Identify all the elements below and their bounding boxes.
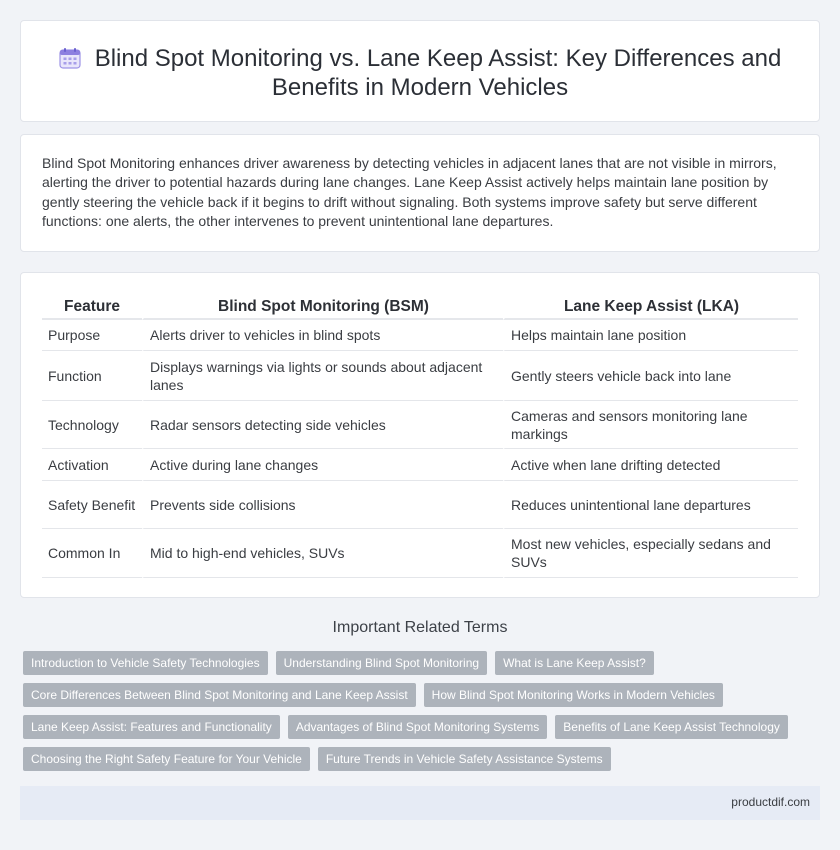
table-row — [42, 351, 798, 401]
calendar-icon — [59, 47, 81, 69]
related-terms-list — [23, 651, 803, 771]
table-header-row — [42, 293, 798, 320]
row-feature: Function — [42, 351, 142, 401]
comparison-card — [20, 272, 820, 598]
related-terms-title: Important Related Terms — [332, 619, 508, 636]
related-term-tag[interactable]: Understanding Blind Spot Monitoring — [276, 651, 487, 675]
related-term-tag[interactable]: Core Differences Between Blind Spot Monitoring and Lane Keep Assist — [23, 683, 416, 707]
row-bsm: Radar sensors detecting side vehicles — [142, 401, 503, 449]
row-bsm: Displays warnings via lights or sounds about adjacent lanes — [142, 351, 503, 401]
table-row — [42, 401, 798, 449]
row-bsm: Mid to high-end vehicles, SUVs — [142, 529, 503, 578]
footer — [20, 786, 820, 820]
table-row — [42, 529, 798, 578]
summary-card — [20, 134, 820, 252]
row-lka: Helps maintain lane position — [503, 320, 798, 351]
table-row — [42, 481, 798, 529]
row-feature: Activation — [42, 449, 142, 481]
footer-site-link[interactable]: productdif.com — [731, 795, 810, 809]
header-lka: Lane Keep Assist (LKA) — [503, 293, 798, 320]
summary-text: Blind Spot Monitoring enhances driver awareness by detecting vehicles in adjacent lanes that are not visible in mirrors, alerting the driver to potential hazards during lane changes. Lane Keep Assist actively helps maintain lane position by gently steering the vehicle back if it begins to drift without signaling. Both systems improve safety but serve different functions: one alerts, the other intervenes to prevent unintentional lane departures. — [42, 155, 777, 229]
related-term-tag[interactable]: Benefits of Lane Keep Assist Technology — [555, 715, 788, 739]
related-term-tag[interactable]: Choosing the Right Safety Feature for Your Vehicle — [23, 747, 310, 771]
row-bsm: Alerts driver to vehicles in blind spots — [142, 320, 503, 351]
row-lka: Most new vehicles, especially sedans and SUVs — [503, 529, 798, 578]
row-lka: Gently steers vehicle back into lane — [503, 351, 798, 401]
header-feature: Feature — [42, 293, 142, 320]
row-lka: Cameras and sensors monitoring lane markings — [503, 401, 798, 449]
header-bsm: Blind Spot Monitoring (BSM) — [142, 293, 503, 320]
table-row — [42, 449, 798, 481]
comparison-table — [42, 293, 798, 578]
row-lka: Reduces unintentional lane departures — [503, 481, 798, 529]
related-term-tag[interactable]: Introduction to Vehicle Safety Technologies — [23, 651, 268, 675]
related-term-tag[interactable]: How Blind Spot Monitoring Works in Modern Vehicles — [424, 683, 723, 707]
related-term-tag[interactable]: Advantages of Blind Spot Monitoring Systems — [288, 715, 547, 739]
header-card — [20, 20, 820, 122]
row-feature: Technology — [42, 401, 142, 449]
related-term-tag[interactable]: Future Trends in Vehicle Safety Assistance Systems — [318, 747, 611, 771]
page-title-text: Blind Spot Monitoring vs. Lane Keep Assist: Key Differences and Benefits in Modern Vehicles — [94, 45, 782, 101]
row-feature: Safety Benefit — [42, 481, 142, 529]
page-title — [21, 44, 819, 102]
row-bsm: Prevents side collisions — [142, 481, 503, 529]
row-lka: Active when lane drifting detected — [503, 449, 798, 481]
row-feature: Common In — [42, 529, 142, 578]
related-term-tag[interactable]: Lane Keep Assist: Features and Functionality — [23, 715, 280, 739]
row-feature: Purpose — [42, 320, 142, 351]
row-bsm: Active during lane changes — [142, 449, 503, 481]
related-term-tag[interactable]: What is Lane Keep Assist? — [495, 651, 654, 675]
table-row — [42, 320, 798, 351]
